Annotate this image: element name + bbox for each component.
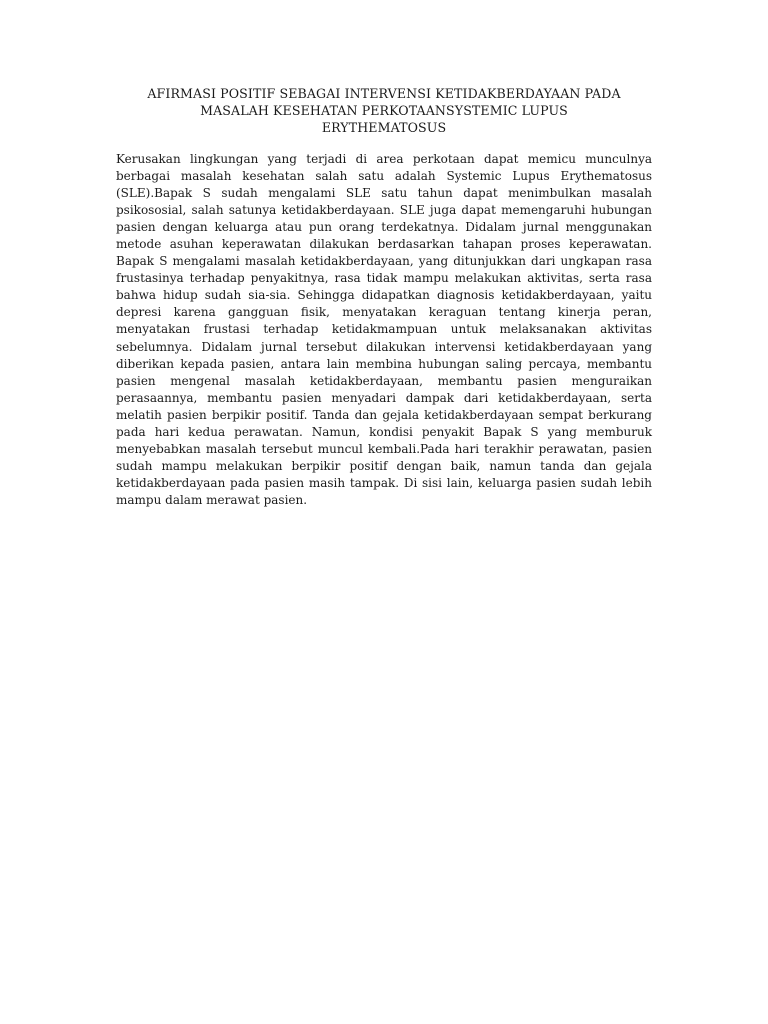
body-paragraph: Kerusakan lingkungan yang terjadi di area perkotaan dapat memicu munculnya berbagai masalah kesehatan salah satu adalah Systemic Lupus Erythematosus (SLE).Bapak S sudah mengalami SLE satu tahun dapat menimbulkan masalah psikososial, salah satunya ketidakberdayaan. SLE juga dapat memengaruhi hubungan pasien dengan keluarga atau pun orang terdekatnya. Didalam jurnal menggunakan metode asuhan keperawatan dilakukan berdasarkan tahapan proses keperawatan. Bapak S mengalami masalah ketidakberdayaan, yang ditunjukkan dari ungkapan rasa frustasinya terhadap penyakitnya, rasa tidak mampu melakukan aktivitas, serta rasa bahwa hidup sudah sia-sia. Sehingga didapatkan diagnosis ketidakberdayaan, yaitu depresi karena gangguan fisik, menyatakan keraguan tentang kinerja peran, menyatakan frustasi terhadap ketidakmampuan untuk melaksanakan aktivitas sebelumnya. Didalam jurnal tersebut dilakukan intervensi ketidakberdayaan yang diberikan kepada pasien, antara lain membina hubungan saling percaya, membantu pasien mengenal masalah ketidakberdayaan, membantu pasien menguraikan perasaannya, membantu pasien menyadari dampak dari ketidakberdayaan, serta melatih pasien berpikir positif. Tanda dan gejala ketidakberdayaan sempat berkurang pada hari kedua perawatan. Namun, kondisi penyakit Bapak S yang memburuk menyebabkan masalah tersebut muncul kembali.Pada hari terakhir perawatan, pasien sudah mampu melakukan berpikir positif dengan baik, namun tanda dan gejala ketidakberdayaan pada pasien masih tampak. Di sisi lain, keluarga pasien sudah lebih mampu dalam merawat pasien. <box>116 152 652 507</box>
title-line-3: ERYTHEMATOSUS <box>321 120 447 135</box>
title-line-2: MASALAH KESEHATAN PERKOTAANSYSTEMIC LUPUS <box>200 103 568 118</box>
document-title <box>116 85 652 136</box>
title-line-1: AFIRMASI POSITIF SEBAGAI INTERVENSI KETIDAKBERDAYAAN PADA <box>147 86 621 101</box>
